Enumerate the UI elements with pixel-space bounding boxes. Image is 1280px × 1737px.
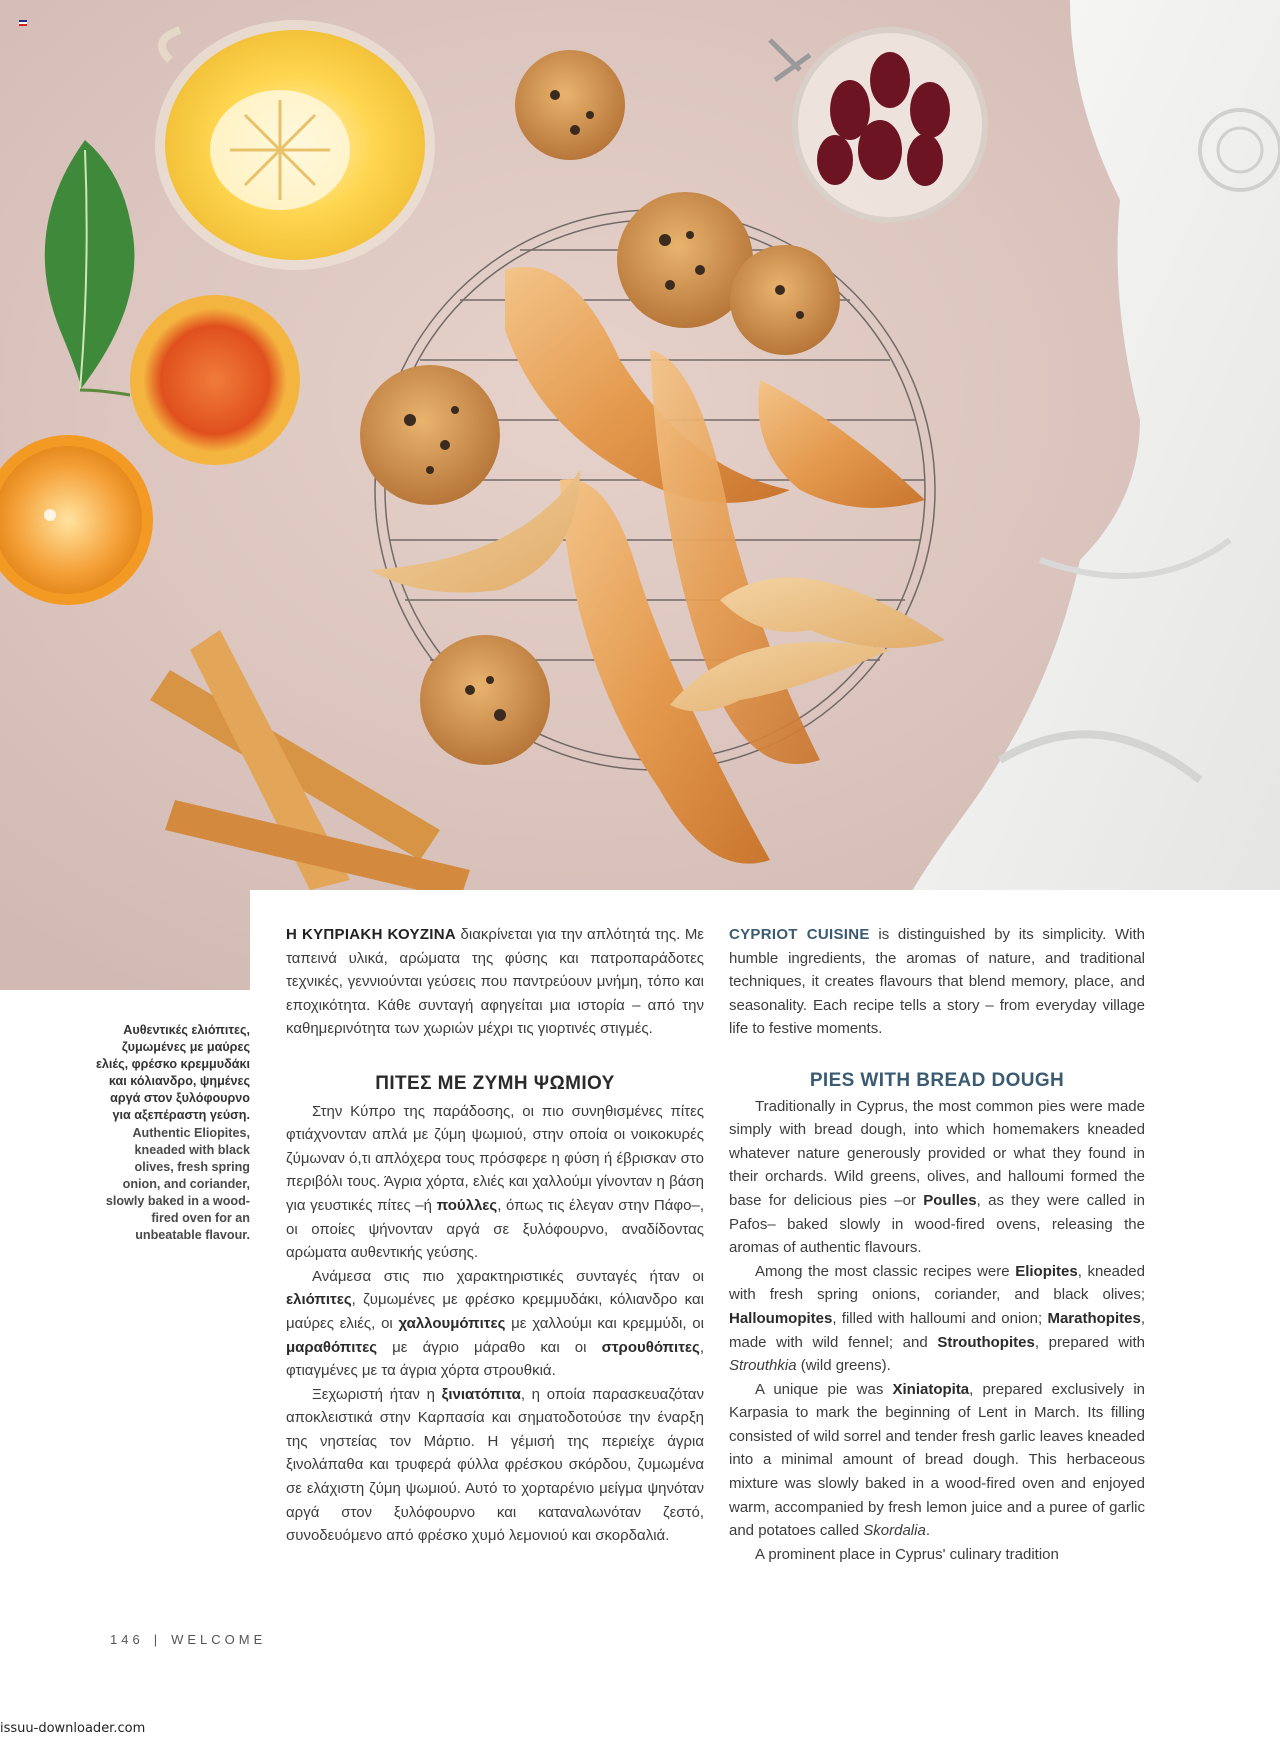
text: , made with wild fennel; and <box>729 1309 1145 1351</box>
text: (wild greens). <box>796 1357 891 1375</box>
page-footer <box>110 1632 276 1647</box>
page-number: 146 <box>110 1632 144 1647</box>
text: Ανάμεσα στις πιο χαρακτηριστικές συνταγές ήταν οι <box>312 1267 704 1285</box>
photo-caption <box>95 1022 250 1244</box>
keyword-italic: Strouthkia <box>729 1357 797 1375</box>
text: , όπως τις έλεγαν στην Πάφο–, οι οποίες ψήνονταν αργά σε ξυλόφουρνο, αναδίδοντας αρώματα αυθεντικής γεύσης. <box>286 1196 704 1262</box>
corner-mark <box>19 20 27 26</box>
text: με χαλλούμι και κρεμμύδι, οι <box>505 1314 704 1332</box>
english-paragraph-4: A prominent place in Cyprus' culinary tradition <box>755 1545 1059 1563</box>
keyword: ξινιατόπιτα <box>441 1385 521 1403</box>
text: , prepared exclusively in Karpasia to mark the beginning of Lent in March. Its filling consisted of wild sorrel and tender fresh garlic leaves kneaded into a minimal amount of bread dough. This herbaceous mixture was slowly baked in a wood-fired oven and enjoyed warm, accompanied by fresh lemon juice and a puree of garlic and potatoes called <box>729 1380 1145 1540</box>
english-intro <box>729 923 1145 1041</box>
greek-intro-text: διακρίνεται για την απλότητά της. Με ταπεινά υλικά, αρώματα της φύσης και πατροπαράδοτες τεχνικές, γεννιούνται γεύσεις που παντρεύουν μνήμη, τόπο και εποχικότητα. Κάθε συνταγή αφηγείται μια ιστορία – από την καθημερινότητα των χωριών μέχρι τις γιορτινές στιγμές. <box>286 926 704 1038</box>
caption-greek: Αυθεντικές ελιόπιτες, ζυμωμένες με μαύρες ελιές, φρέσκο κρεμμυδάκι και κόλιανδρο, ψημένες αργά στον ξυλόφουρνο για αξεπέραστη γεύση. <box>95 1023 250 1123</box>
lemon-juicer <box>155 20 435 270</box>
english-intro-text: is distinguished by its simplicity. With humble ingredients, the aromas of nature, and traditional techniques, it creates flavours that blend memory, place, and seasonality. Each recipe tells a story – from everyday village life to festive moments. <box>729 926 1145 1038</box>
text: , filled with halloumi and onion; <box>832 1309 1048 1327</box>
text: A unique pie was <box>755 1380 893 1398</box>
english-heading: PIES WITH BREAD DOUGH <box>809 1069 1065 1091</box>
keyword: Poulles <box>923 1191 977 1209</box>
english-paragraph-2 <box>729 1260 1145 1378</box>
keyword: μαραθόπιτες <box>286 1338 378 1356</box>
keyword: Xiniatopita <box>892 1380 970 1398</box>
text: , φτιαγμένες με τα άγρια χόρτα στρουθκιά. <box>286 1338 704 1380</box>
keyword: πούλλες <box>436 1196 498 1214</box>
greek-paragraph-3 <box>286 1383 704 1548</box>
keyword-italic: Skordalia <box>863 1522 926 1540</box>
text: Among the most classic recipes were <box>755 1262 1016 1280</box>
text: Traditionally in Cyprus, the most common pies were made simply with bread dough, into which homemakers kneaded whatever nature generously provided or what they found in their orchards. Wild greens, olives, and halloumi formed the base for delicious pies –or <box>729 1097 1145 1209</box>
greek-column <box>286 923 704 1548</box>
text: , η οποία παρασκευαζόταν αποκλειστικά στην Καρπασία και σηματοδοτούσε την έναρξη της νηστείας τον Μάρτιο. Η γέμισή της περιείχε άγρια ξινολάπαθα και τρυφερά φύλλα φρέσκου σκόρδου, ζυμωμένα σε ελάχιστη ζύμη ψωμιού. Αυτό το χορταρένιο μείγμα ψηνόταν αργά στον ξυλόφουρνο και καταναλωνόταν ζεστό, συνοδευόμενο από φρέσκο χυμό λεμονιού και σκορδαλιά. <box>286 1385 704 1545</box>
greek-intro <box>286 923 704 1041</box>
text: . <box>925 1522 930 1540</box>
text: , ζυμωμένες με φρέσκο κρεμμυδάκι, κόλιανδρο και μαύρες ελιές, οι <box>286 1291 704 1332</box>
greek-intro-lead: Η ΚΥΠΡΙΑΚΗ ΚΟΥΖΙΝΑ <box>286 926 457 943</box>
footer-separator: | <box>153 1632 162 1647</box>
download-credit: issuu-downloader.com <box>0 1721 146 1736</box>
english-intro-lead: CYPRIOT CUISINE <box>729 926 870 943</box>
text: Στην Κύπρο της παράδοσης, οι πιο συνηθισμένες πίτες φτιάχνονταν απλά με ζύμη ψωμιού, στην οποία οι νοικοκυρές ζύμωναν ό,τι απλόχερα τους πρόσφερε η φύση ή έβρισκαν στο περιβόλι τους. Άγρια χόρτα, ελιές και χαλλούμι γίνονταν η βάση για γευστικές πίτες –ή <box>286 1102 704 1214</box>
english-paragraph-3 <box>729 1378 1145 1543</box>
keyword: Eliopites <box>1015 1262 1078 1280</box>
keyword: Halloumopites <box>729 1309 833 1327</box>
keyword: στρουθόπιτες <box>601 1338 700 1356</box>
greek-paragraph-2 <box>286 1265 704 1383</box>
text: Ξεχωριστή ήταν η <box>312 1385 442 1403</box>
keyword: χαλλουμόπιτες <box>398 1314 506 1332</box>
greek-paragraph-1 <box>286 1100 704 1265</box>
magazine-name: WELCOME <box>171 1632 267 1647</box>
blood-orange-half <box>130 295 300 465</box>
text: με άγριο μάραθο και οι <box>377 1338 602 1356</box>
english-column <box>729 923 1145 1566</box>
text: , as they were called in Pafos– baked slowly in wood-fired ovens, releasing the aromas of authentic flavours. <box>729 1191 1146 1257</box>
greek-heading: ΠΙΤΕΣ ΜΕ ΖΥΜΗ ΨΩΜΙΟΥ <box>375 1072 615 1094</box>
keyword: Marathopites <box>1047 1309 1141 1327</box>
caption-english: Authentic Eliopites, kneaded with black olives, fresh spring onion, and coriander, slowly baked in a wood-fired oven for an unbeatable flavour. <box>105 1125 250 1243</box>
text: , kneaded with fresh spring onions, coriander, and black olives; <box>729 1262 1145 1304</box>
english-paragraph-1 <box>729 1095 1145 1260</box>
keyword: ελιόπιτες <box>286 1291 352 1309</box>
text: , prepared with <box>1034 1333 1146 1351</box>
keyword: Strouthopites <box>937 1333 1035 1351</box>
